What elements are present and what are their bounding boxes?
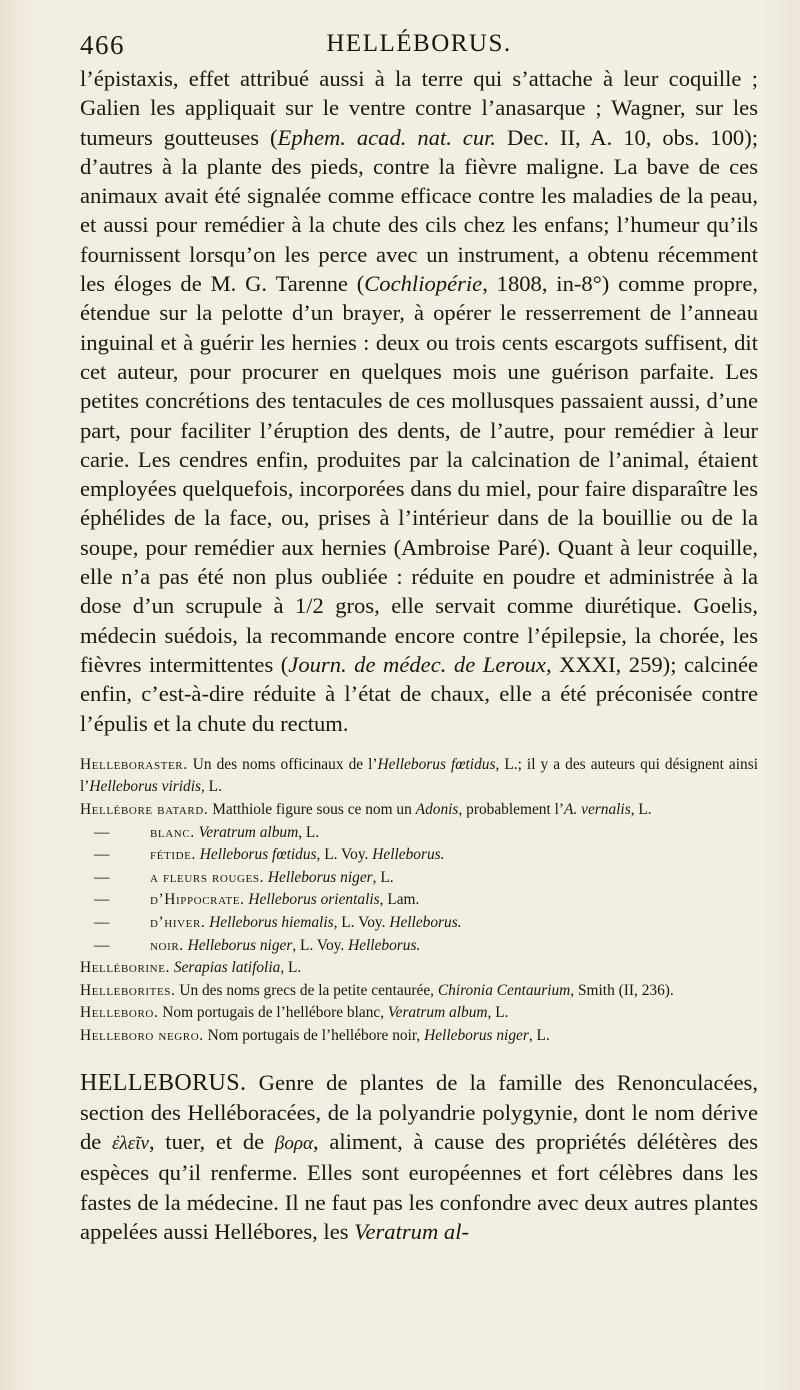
entry-helleboro: Helleboro. Nom portugais de l’hellébore blanc, Veratrum album, L. <box>80 1004 509 1022</box>
entry-hellebore-fleurs-rouges: — a fleurs rouges. Helleborus niger, L. <box>94 868 394 886</box>
entry-hellebore-batard: Hellébore batard. Matthiole figure sous ce nom un Adonis, probablement l’A. vernalis, L. <box>80 801 652 819</box>
entry-hellebore-fetide: — fétide. Helleborus fœtidus, L. Voy. Helleborus. <box>94 846 445 864</box>
article-headword: HELLEBORUS. <box>80 1069 247 1096</box>
entry-helleborine: Helléborine. Serapias latifolia, L. <box>80 959 302 977</box>
entry-helleborites: Helleborites. Un des noms grecs de la petite centaurée, Chironia Centaurium, Smith (II, 236). <box>80 981 674 999</box>
entry-helleboraster: Helleboraster. Un des noms officinaux de l’Helleborus fœtidus, L.; il y a des auteurs qui désignent ainsi l’Helleborus viridis, L. <box>80 755 758 796</box>
greek-word: ἐλεῖν <box>112 1133 149 1155</box>
entry-hellebore-noir: — noir. Helleborus niger, L. Voy. Helleborus. <box>94 936 421 954</box>
article-helleborus: HELLEBORUS. Genre de plantes de la famille des Renonculacées, section des Helléboracées, de la polyandrie polygynie, dont le nom dérive de ἐλεῖν, tuer, et de βορα, aliment, à cause des propriétés délétères des espèces qu’il renferme. Elles sont européennes et fort célèbres dans les fastes de la médecine. Il ne faut pas les confondre avec deux autres plantes appelées aussi Hellébores, les Veratrum al- <box>80 1069 758 1245</box>
entry-hellebore-hippocrate: — d’Hippocrate. Helleborus orientalis, Lam. <box>94 891 420 909</box>
page-number: 466 <box>80 30 125 60</box>
running-title: HELLÉBORUS. <box>326 30 512 57</box>
entry-hellebore-blanc: — blanc. Veratrum album, L. <box>94 823 320 841</box>
dictionary-entries <box>80 754 758 1048</box>
greek-word: βορα <box>274 1133 313 1155</box>
body-paragraph: l’épistaxis, effet attribué aussi à la terre qui s’attache à leur coquille ; Galien les appliquait sur le ventre contre l’anasarque ; Wagner, sur les tumeurs goutteuses (Ephem. acad. nat. cur. Dec. II, A. 10, obs. 100); d’autres à la plante des pieds, contre la fièvre maligne. La bave de ces animaux avait été signalée comme efficace contre les maladies de la peau, et aussi pour remédier à la chute des cils chez les enfans; l’humeur qu’ils fournissent lorsqu’on les perce avec un instrument, a obtenu récemment les éloges de M. G. Tarenne (Cochliopérie, 1808, in-8°) comme propre, étendue sur la pelotte d’un brayer, à opérer le resserrement de l’anneau inguinal et à guérir les hernies : deux ou trois cents escargots suffisent, dit cet auteur, pour procurer en quelques mois une guérison parfaite. Les petites concrétions des tentacules de ces mollusques passaient aussi, d’une part, pour faciliter l’éruption des dents, de l’autre, pour remédier à leur carie. Les cendres enfin, produites par la calcination de l’animal, étaient employées quelquefois, incorporées dans du miel, pour faire disparaître les éphélides de la face, ou, prises à l’intérieur dans de la bouillie ou de la soupe, pour remédier aux hernies (Ambroise Paré). Quant à leur coquille, elle n’a pas été non plus oubliée : réduite en poudre et administrée à la dose d’un scrupule à 1/2 gros, elle servait comme diurétique. Goelis, médecin suédois, la recommande encore contre l’épilepsie, la chorée, les fièvres intermittentes (Journ. de médec. de Leroux, XXXI, 259); calcinée enfin, c’est-à-dire réduite à l’état de chaux, elle a été préconisée contre l’épulis et la chute du rectum. <box>80 66 759 736</box>
entry-helleboro-negro: Helleboro negro. Nom portugais de l’hellébore noir, Helleborus niger, L. <box>80 1026 550 1044</box>
running-head <box>80 30 758 64</box>
entry-hellebore-hiver: — d’hiver. Helleborus hiemalis, L. Voy. Helleborus. <box>94 913 462 931</box>
